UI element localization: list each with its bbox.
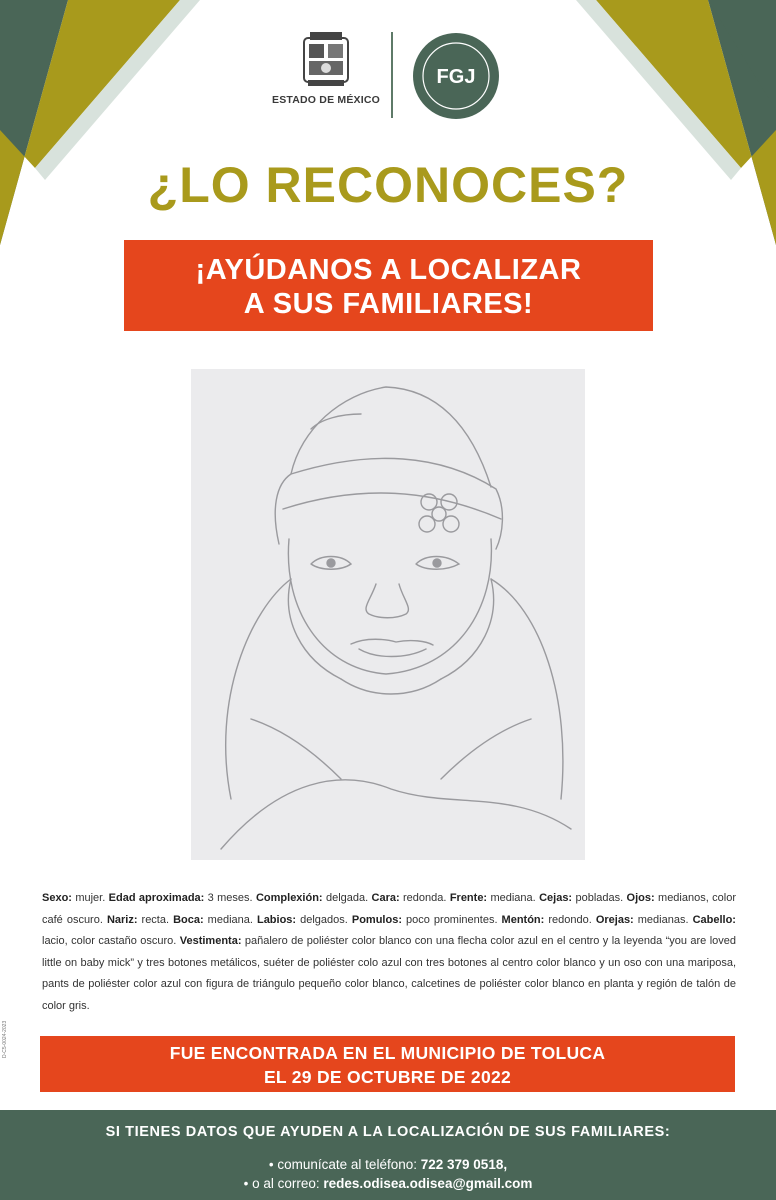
desc-item	[539, 892, 623, 904]
fgj-seal	[412, 32, 500, 120]
help-banner-line-2: A SUS FAMILIARES!	[243, 288, 534, 320]
desc-item	[450, 892, 536, 904]
page-title: ¿LO RECONOCES?	[147, 157, 629, 213]
estado-de-mexico-logo	[272, 28, 380, 106]
desc-label: Ojos:	[626, 892, 655, 904]
desc-value: redonda.	[403, 892, 447, 904]
desc-label: Sexo:	[42, 892, 72, 904]
phone-number[interactable]: 722 379 0518,	[420, 1157, 508, 1172]
contact-footer	[0, 1110, 776, 1200]
help-banner-line-1: ¡AYÚDANOS A LOCALIZAR	[195, 254, 582, 286]
contact-phone-line	[0, 1157, 776, 1172]
desc-value: redondo.	[548, 913, 592, 926]
desc-label: Frente:	[449, 892, 488, 904]
desc-label: Orejas:	[595, 913, 634, 926]
found-location-banner	[40, 1036, 735, 1092]
desc-value: medianos, color café oscuro.	[42, 892, 736, 926]
desc-value: pobladas.	[575, 892, 624, 904]
document-code: D-C5-0024-2023	[2, 1020, 8, 1058]
logo-divider	[391, 32, 393, 118]
desc-item	[352, 914, 498, 926]
logo-bar	[0, 28, 776, 123]
desc-label: Cara:	[371, 892, 400, 904]
desc-label: Cejas:	[539, 892, 573, 904]
desc-item	[502, 914, 592, 926]
found-line-2: EL 29 DE OCTUBRE DE 2022	[263, 1067, 512, 1087]
desc-item	[256, 892, 368, 904]
contact-title: SI TIENES DATOS QUE AYUDEN A LA LOCALIZACIÓN DE SUS FAMILIARES:	[105, 1124, 671, 1140]
desc-value: mujer.	[75, 892, 106, 904]
desc-label: Pomulos:	[351, 913, 402, 926]
desc-item	[107, 914, 169, 926]
desc-label: Labios:	[256, 913, 297, 926]
found-line-1: FUE ENCONTRADA EN EL MUNICIPIO DE TOLUCA	[169, 1043, 606, 1063]
desc-value: mediana.	[490, 892, 536, 904]
desc-value: 3 meses.	[207, 892, 253, 904]
desc-value: mediana.	[207, 913, 253, 926]
contact-email-line	[0, 1176, 776, 1191]
email-address[interactable]: redes.odisea.odisea@gmail.com	[323, 1176, 533, 1191]
desc-value: medianas.	[637, 913, 689, 926]
desc-label: Edad aproximada:	[108, 892, 205, 904]
desc-value: pañalero de poliéster color blanco con una flecha color azul en el centro y la leyenda “you are loved little on baby mick” y tres botones metálicos, suéter de poliéster colo azul con tres botones al centro color blanco y un oso con una mariposa, pants de poliéster color azul con figura de triángulo pequeño color blanco, calcetines de poliéster color blanco en planta y región de talón de color gris.	[42, 935, 736, 1012]
desc-label: Nariz:	[106, 913, 138, 926]
portrait-sketch	[191, 369, 585, 860]
email-prefix: • o al correo:	[243, 1176, 320, 1191]
desc-item	[109, 892, 253, 904]
fgj-seal-text: FGJ	[436, 66, 476, 88]
help-banner	[124, 240, 653, 331]
desc-value: lacio, color castaño oscuro.	[42, 935, 177, 947]
desc-label: Boca:	[173, 913, 204, 926]
desc-item	[596, 914, 689, 926]
desc-label: Cabello:	[692, 913, 736, 926]
desc-item	[257, 914, 348, 926]
desc-label: Complexión:	[255, 892, 323, 904]
estado-de-mexico-label: ESTADO DE MÉXICO	[272, 94, 381, 106]
desc-value: delgados.	[300, 913, 348, 926]
description-text	[42, 888, 736, 1017]
desc-label: Vestimenta:	[179, 935, 242, 947]
phone-prefix: • comunícate al teléfono:	[268, 1157, 417, 1172]
desc-value: recta.	[141, 913, 170, 926]
coat-of-arms-icon	[296, 28, 356, 90]
desc-label: Mentón:	[501, 913, 545, 926]
desc-value: poco prominentes.	[406, 913, 498, 926]
desc-item	[372, 892, 447, 904]
desc-item	[42, 892, 105, 904]
desc-item	[173, 914, 253, 926]
desc-value: delgada.	[325, 892, 369, 904]
